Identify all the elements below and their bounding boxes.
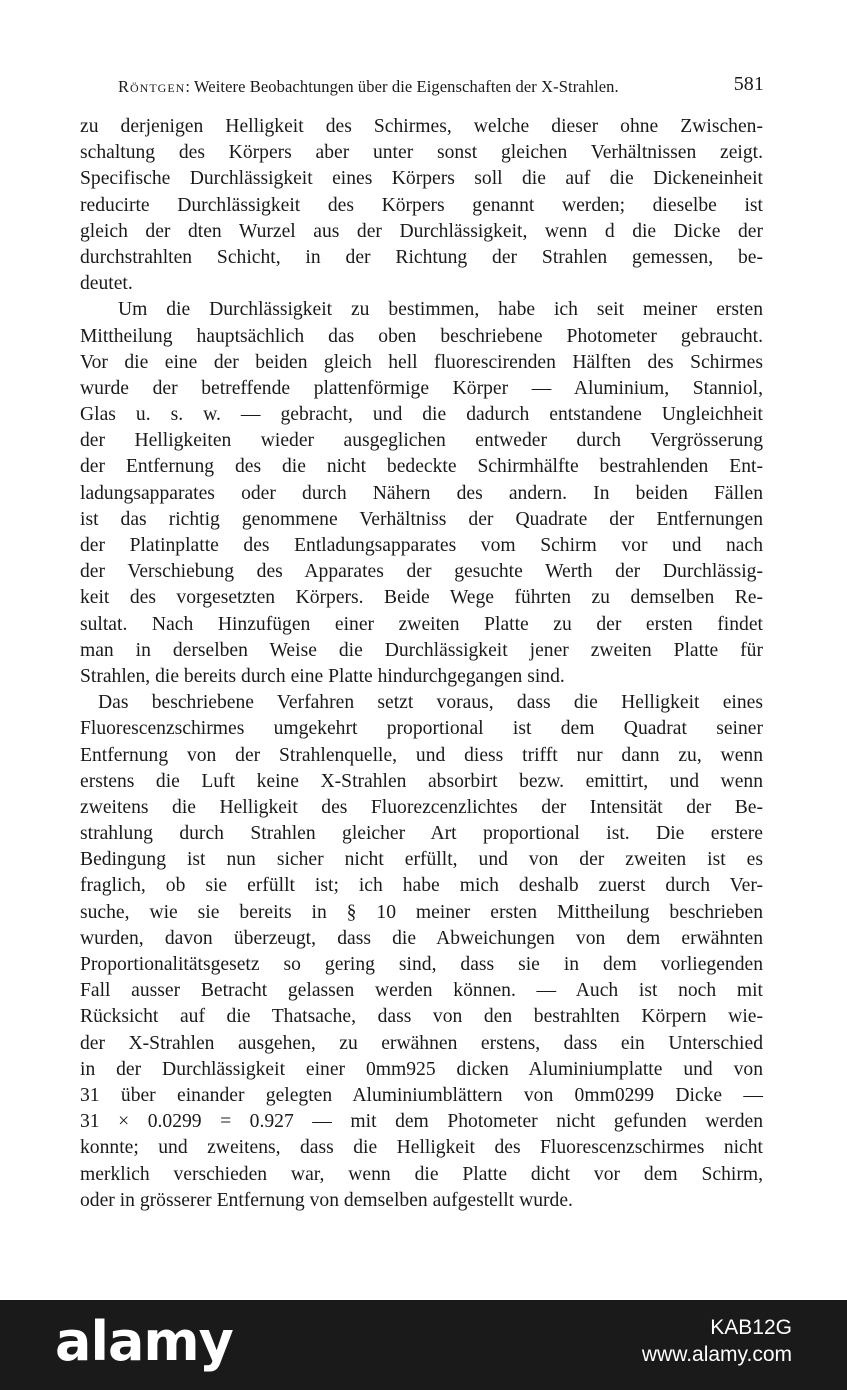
running-header (118, 73, 766, 103)
text-line: der Entfernung des die nicht bedeckte Schirmhälfte bestrahlenden Ent- (80, 456, 763, 478)
text-line: oder in grösserer Entfernung von demselben aufgestellt wurde. (80, 1189, 573, 1211)
text-line: durchstrahlten Schicht, in der Richtung der Strahlen gemessen, be- (80, 246, 763, 268)
text-line: zu derjenigen Helligkeit des Schirmes, welche dieser ohne Zwischen- (80, 116, 763, 137)
header-author: Röntgen (118, 77, 186, 96)
text-line: der Helligkeiten wieder ausgeglichen entweder durch Vergrösserung (80, 430, 763, 452)
text-line: Um die Durchlässigkeit zu bestimmen, habe ich seit meiner ersten (118, 299, 763, 321)
text-line: merklich verschieden war, wenn die Platte dicht vor dem Schirm, (80, 1163, 763, 1185)
text-line: sultat. Nach Hinzufügen einer zweiten Platte zu der ersten findet (80, 613, 763, 635)
text-line: Bedingung ist nun sicher nicht erfüllt, und von der zweiten ist es (80, 849, 763, 871)
text-line: der Platinplatte des Entladungsapparates vom Schirm vor und nach (80, 535, 763, 556)
text-line: wurden, davon überzeugt, dass die Abweichungen von dem erwähnten (80, 927, 763, 949)
text-line: Mittheilung hauptsächlich das oben beschriebene Photometer gebraucht. (80, 325, 763, 347)
page-number: 581 (733, 73, 764, 95)
text-line: man in derselben Weise die Durchlässigkeit jener zweiten Platte für (80, 639, 763, 661)
text-line: zweitens die Helligkeit des Fluorezcenzlichtes der Intensität der Be- (80, 796, 763, 818)
text-line: Proportionalitätsgesetz so gering sind, dass sie in dem vorliegenden (80, 954, 763, 975)
text-line: der Verschiebung des Apparates der gesuchte Werth der Durchlässig- (80, 561, 763, 583)
text-line: erstens die Luft keine X-Strahlen absorbirt bezw. emittirt, und wenn (80, 770, 763, 792)
text-line: Vor die eine der beiden gleich hell fluorescirenden Hälften des Schirmes (80, 351, 763, 373)
text-line: strahlung durch Strahlen gleicher Art proportional ist. Die erstere (80, 823, 763, 845)
text-line: ladungsapparates oder durch Nähern des andern. In beiden Fällen (80, 482, 763, 504)
text-line: Entfernung von der Strahlenquelle, und diess trifft nur dann zu, wenn (80, 744, 763, 766)
text-line: ist das richtig genommene Verhältniss der Quadrate der Entfernungen (80, 508, 763, 530)
text-line: deutet. (80, 273, 133, 295)
watermark-site: www.alamy.com (641, 1343, 792, 1366)
watermark-image-id: KAB12G (710, 1316, 792, 1339)
body-text (80, 114, 763, 1214)
text-line: wurde der betreffende plattenförmige Körper — Aluminium, Stanniol, (80, 377, 763, 399)
text-line: keit des vorgesetzten Körpers. Beide Wege führten zu demselben Re- (80, 587, 763, 609)
text-line: konnte; und zweitens, dass die Helligkeit des Fluorescenzschirmes nicht (80, 1137, 763, 1159)
text-line: Fall ausser Betracht gelassen werden können. — Auch ist noch mit (80, 980, 763, 1002)
text-line: 31 über einander gelegten Aluminiumblättern von 0mm0299 Dicke — (80, 1084, 763, 1106)
text-line: Glas u. s. w. — gebracht, und die dadurch entstandene Ungleichheit (80, 404, 763, 426)
text-line: Das beschriebene Verfahren setzt voraus, dass die Helligkeit eines (98, 692, 763, 714)
text-line: fraglich, ob sie erfüllt ist; ich habe mich deshalb zuerst durch Ver- (80, 875, 763, 897)
text-line: suche, wie sie bereits in § 10 meiner ersten Mittheilung beschrieben (80, 901, 763, 923)
text-line: der X-Strahlen ausgehen, zu erwähnen erstens, dass ein Unterschied (80, 1032, 763, 1054)
text-line: 31 × 0.0299 = 0.927 — mit dem Photometer nicht gefunden werden (80, 1111, 763, 1133)
text-line: Specifische Durchlässigkeit eines Körpers soll die auf die Dickeneinheit (80, 168, 763, 190)
watermark-banner (0, 1300, 847, 1390)
text-line: gleich der dten Wurzel aus der Durchlässigkeit, wenn d die Dicke der (80, 220, 763, 242)
text-line: reducirte Durchlässigkeit des Körpers genannt werden; dieselbe ist (80, 194, 763, 216)
header-title: : Weitere Beobachtungen über die Eigenschaften der X-Strahlen. (185, 77, 619, 96)
text-line: Strahlen, die bereits durch eine Platte hindurchgegangen sind. (80, 665, 565, 687)
text-line: schaltung des Körpers aber unter sonst gleichen Verhältnissen zeigt. (80, 142, 763, 164)
text-line: Rücksicht auf die Thatsache, dass von den bestrahlten Körpern wie- (80, 1006, 763, 1028)
watermark-logo: alamy (55, 1310, 233, 1373)
text-line: Fluorescenzschirmes umgekehrt proportional ist dem Quadrat seiner (80, 718, 763, 740)
watermark-info (642, 1314, 792, 1368)
text-line: in der Durchlässigkeit einer 0mm925 dicken Aluminiumplatte und von (80, 1058, 763, 1080)
